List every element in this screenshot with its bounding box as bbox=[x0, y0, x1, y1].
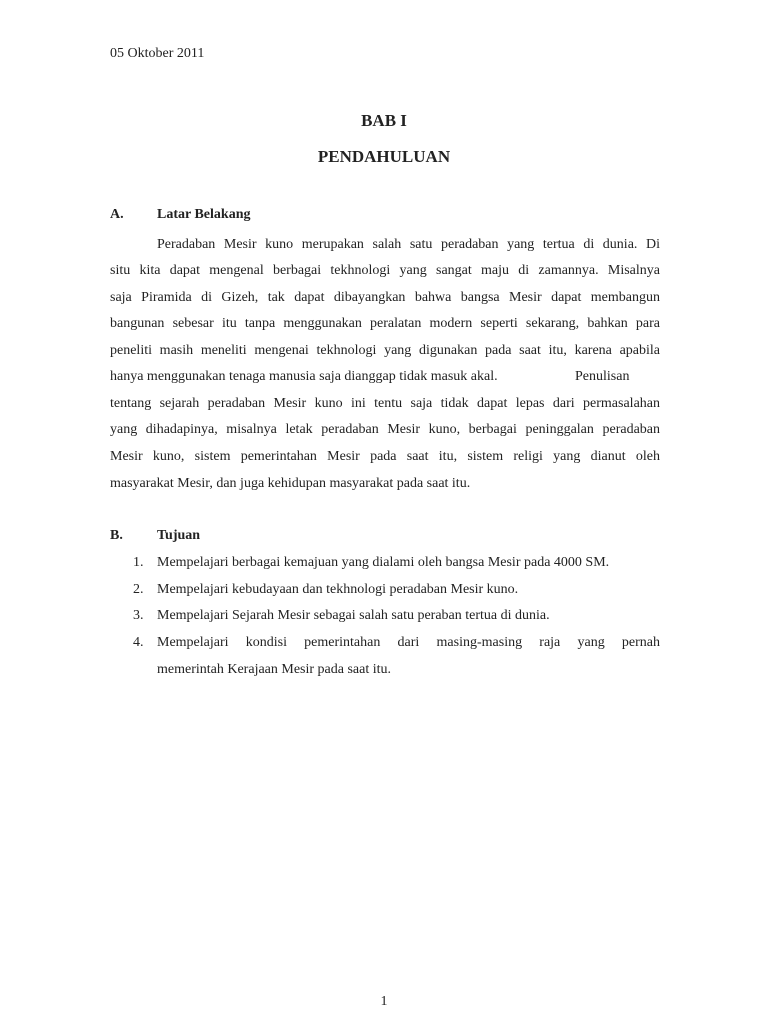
section-b-title: Tujuan bbox=[157, 528, 201, 543]
list-number: 2. bbox=[133, 582, 144, 597]
document-date: 05 Oktober 2011 bbox=[110, 46, 205, 61]
paragraph-line: Mesir kuno, sistem pemerintahan Mesir pada saat itu, sistem religi yang dianut oleh bbox=[110, 449, 660, 464]
section-a-letter: A. bbox=[110, 207, 124, 222]
paragraph-line: saja Piramida di Gizeh, tak dapat dibayangkan bahwa bangsa Mesir dapat membangun bbox=[110, 290, 660, 305]
chapter-number: BAB I bbox=[361, 111, 407, 130]
paragraph-line: peneliti masih meneliti mengenai tekhnologi yang digunakan pada saat itu, karena apabila bbox=[110, 343, 660, 358]
paragraph-line: hanya menggunakan tenaga manusia saja dianggap tidak masuk akal. bbox=[110, 369, 498, 384]
list-number: 3. bbox=[133, 608, 144, 623]
section-b-letter: B. bbox=[110, 528, 123, 543]
chapter-title: PENDAHULUAN bbox=[317, 147, 451, 166]
list-item: Mempelajari kondisi pemerintahan dari masing-masing raja yang pernah bbox=[157, 635, 660, 650]
paragraph-line: situ kita dapat mengenal berbagai tekhnologi yang sangat maju di zamannya. Misalnya bbox=[110, 263, 660, 278]
page-number: 1 bbox=[380, 994, 388, 1009]
list-item: Mempelajari kebudayaan dan tekhnologi peradaban Mesir kuno. bbox=[157, 582, 519, 597]
paragraph-line: yang dihadapinya, misalnya letak peradaban Mesir kuno, berbagai peninggalan peradaban bbox=[110, 422, 660, 437]
paragraph-line: bangunan sebesar itu tanpa menggunakan peralatan modern seperti sekarang, bahkan para bbox=[110, 316, 660, 331]
paragraph-line: Penulisan bbox=[575, 369, 630, 384]
list-number: 4. bbox=[133, 635, 144, 650]
list-item: Mempelajari Sejarah Mesir sebagai salah satu peraban tertua di dunia. bbox=[157, 608, 550, 623]
list-item-continuation: memerintah Kerajaan Mesir pada saat itu. bbox=[157, 662, 392, 677]
paragraph-line: tentang sejarah peradaban Mesir kuno ini tentu saja tidak dapat lepas dari permasalahan bbox=[110, 396, 660, 411]
paragraph-line: Peradaban Mesir kuno merupakan salah satu peradaban yang tertua di dunia. Di bbox=[157, 237, 660, 252]
section-a-title: Latar Belakang bbox=[157, 207, 251, 222]
paragraph-line: masyarakat Mesir, dan juga kehidupan masyarakat pada saat itu. bbox=[110, 476, 471, 491]
list-item: Mempelajari berbagai kemajuan yang dialami oleh bangsa Mesir pada 4000 SM. bbox=[157, 555, 610, 570]
list-number: 1. bbox=[133, 555, 144, 570]
